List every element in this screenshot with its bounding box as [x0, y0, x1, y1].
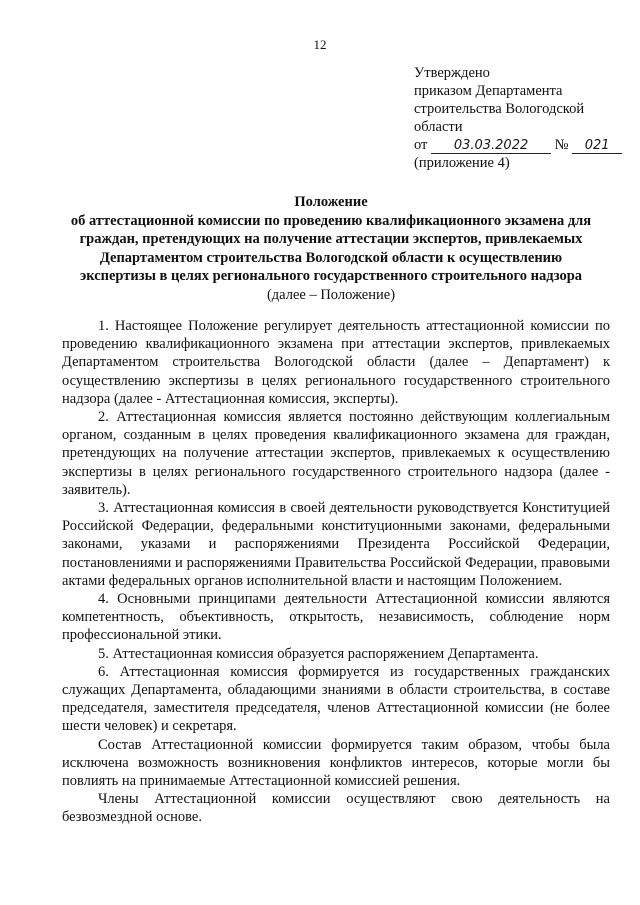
document-title [56, 193, 606, 304]
document-body [62, 310, 610, 827]
number-sign: № [554, 137, 569, 153]
title-subtitle: (далее – Положение) [266, 286, 396, 303]
approval-block [414, 64, 624, 172]
date-prefix: от [414, 137, 428, 153]
approval-line-1: Утверждено [414, 65, 490, 81]
page-number: 12 [313, 37, 327, 52]
title-heading: Положение [294, 194, 368, 210]
handwritten-date: 03.03.2022 [431, 139, 551, 154]
title-line-4: экспертизы в целях регионального государственного строительного надзора [79, 268, 583, 284]
paragraph-6: 6. Аттестационная комиссия формируется из государственных гражданских служащих Департамента, обладающими знаниями в области строительства, в составе председателя, заместителя председателя, членов Аттестационной комиссии (не более шести человек) и секретаря. [62, 663, 610, 735]
paragraph-3: 3. Аттестационная комиссия в своей деятельности руководствуется Конституцией Российской Федерации, федеральными конституционными законами, федеральными законами, указами и распоряжениями Президента Российской Федерации, постановлениями и распоряжениями Правительства Российской Федерации, правовыми актами федеральных органов исполнительной власти и настоящим Положением. [62, 500, 610, 589]
title-line-1: об аттестационной комиссии по проведению квалификационного экзамена для [70, 212, 592, 229]
appendix-note: (приложение 4) [414, 155, 510, 171]
paragraph-1: 1. Настоящее Положение регулирует деятельность аттестационной комиссии по проведению квалификационного экзамена при аттестации экспертов, привлекаемых Департаментом строительства Вологодской области (далее – Департамент) к осуществлению экспертизы в целях регионального государственного строительного надзора (далее - Аттестационная комиссия, эксперты). [62, 318, 610, 407]
handwritten-number: 021 [572, 139, 622, 154]
paragraph-7: Состав Аттестационной комиссии формируется таким образом, чтобы была исключена возможность возникновения конфликтов интересов, которые могли бы повлиять на принимаемые Аттестационной комиссией решения. [62, 736, 610, 790]
title-line-3: Департаментом строительства Вологодской области к осуществлению [99, 249, 563, 266]
paragraph-4: 4. Основными принципами деятельности Аттестационной комиссии являются компетентность, объективность, открытость, независимость, соблюдение норм профессиональной этики. [62, 591, 610, 644]
paragraph-8: Члены Аттестационной комиссии осуществляют свою деятельность на безвозмездной основе. [62, 791, 610, 826]
approval-line-3: строительства Вологодской [414, 101, 585, 117]
paragraph-5: 5. Аттестационная комиссия образуется распоряжением Департамента. [98, 645, 539, 662]
approval-line-2: приказом Департамента [414, 83, 563, 99]
approval-date-line [414, 136, 624, 154]
approval-line-4: области [414, 119, 463, 135]
title-line-2: граждан, претендующих на получение аттестации экспертов, привлекаемых [79, 231, 583, 247]
paragraph-2: 2. Аттестационная комиссия является постоянно действующим коллегиальным органом, созданным в целях проведения квалификационного экзамена для граждан, претендующих на получение аттестации экспертов, привлекаемых к осуществлению экспертизы в целях регионального государственного строительного надзора (далее - заявитель). [62, 409, 610, 498]
